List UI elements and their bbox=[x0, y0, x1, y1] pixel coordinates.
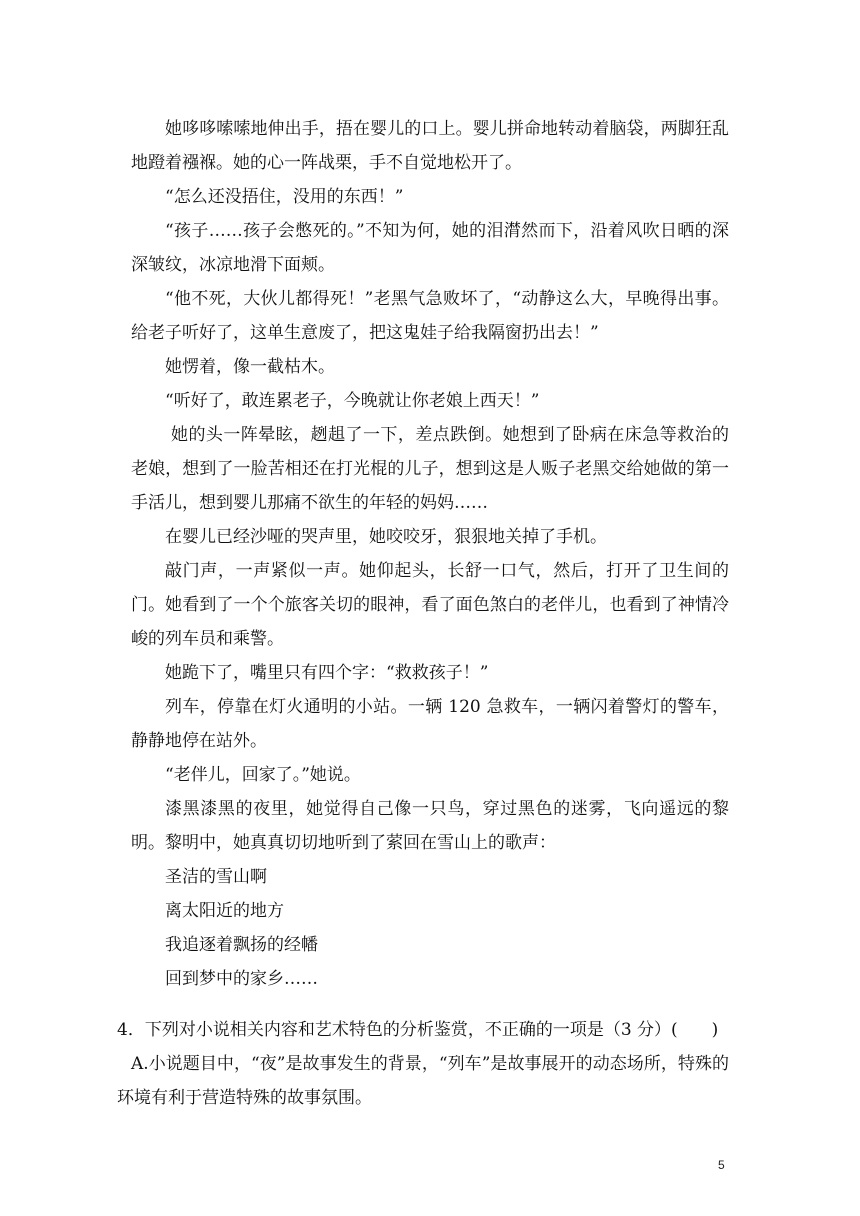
paragraph: 她愣着，像一截枯木。 bbox=[165, 357, 335, 377]
page-number: 5 bbox=[718, 1158, 725, 1172]
poem-line: 我追逐着飘扬的经幡 bbox=[165, 935, 318, 955]
paragraph: 在婴儿已经沙哑的哭声里，她咬咬牙，狠狠地关掉了手机。 bbox=[165, 527, 607, 547]
paragraph: 漆黑漆黑的夜里，她觉得自己像一只鸟，穿过黑色的迷雾，飞向遥远的黎明。黎明中，她真真切切地听到了萦回在雪山上的歌声： bbox=[131, 799, 729, 853]
story-text bbox=[131, 112, 729, 996]
paragraph: 她哆哆嗦嗦地伸出手，捂在婴儿的口上。婴儿拼命地转动着脑袋，两脚狂乱地蹬着襁褓。她的心一阵战栗，手不自觉地松开了。 bbox=[131, 119, 729, 173]
option-a: A.小说题目中，“夜”是故事发生的背景，“列车”是故事展开的动态场所，特殊的环境有利于营造特殊的故事氛围。 bbox=[117, 1054, 729, 1108]
paragraph: 列车，停靠在灯火通明的小站。一辆 120 急救车，一辆闪着警灯的警车，静静地停在站外。 bbox=[131, 697, 729, 751]
paragraph: “怎么还没捂住，没用的东西！” bbox=[165, 187, 404, 207]
paragraph: 她的头一阵晕眩，趔趄了一下，差点跌倒。她想到了卧病在床急等救治的老娘，想到了一脸苦相还在打光棍的儿子，想到这是人贩子老黑交给她做的第一手活儿，想到婴儿那痛不欲生的年轻的妈妈…… bbox=[131, 425, 729, 513]
poem-line: 圣洁的雪山啊 bbox=[165, 867, 267, 887]
question-text: 4．下列对小说相关内容和艺术特色的分析鉴赏，不正确的一项是（3 分）( ) bbox=[117, 1020, 719, 1040]
paragraph: “听好了，敢连累老子，今晚就让你老娘上西天！” bbox=[165, 391, 540, 411]
question-block bbox=[117, 1013, 729, 1115]
paragraph: “他不死，大伙儿都得死！”老黑气急败坏了，“动静这么大，早晚得出事。给老子听好了，这单生意废了，把这鬼娃子给我隔窗扔出去！” bbox=[131, 289, 729, 343]
poem-line: 离太阳近的地方 bbox=[165, 901, 284, 921]
poem-line: 回到梦中的家乡…… bbox=[165, 969, 318, 989]
paragraph: “孩子……孩子会憋死的。”不知为何，她的泪潸然而下，沿着风吹日晒的深深皱纹，冰凉地滑下面颊。 bbox=[131, 221, 729, 275]
paragraph: 敲门声，一声紧似一声。她仰起头，长舒一口气，然后，打开了卫生间的门。她看到了一个个旅客关切的眼神，看了面色煞白的老伴儿，也看到了神情冷峻的列车员和乘警。 bbox=[131, 561, 729, 649]
paragraph: 她跪下了，嘴里只有四个字：“救救孩子！” bbox=[165, 663, 489, 683]
paragraph: “老伴儿，回家了。”她说。 bbox=[165, 765, 361, 785]
